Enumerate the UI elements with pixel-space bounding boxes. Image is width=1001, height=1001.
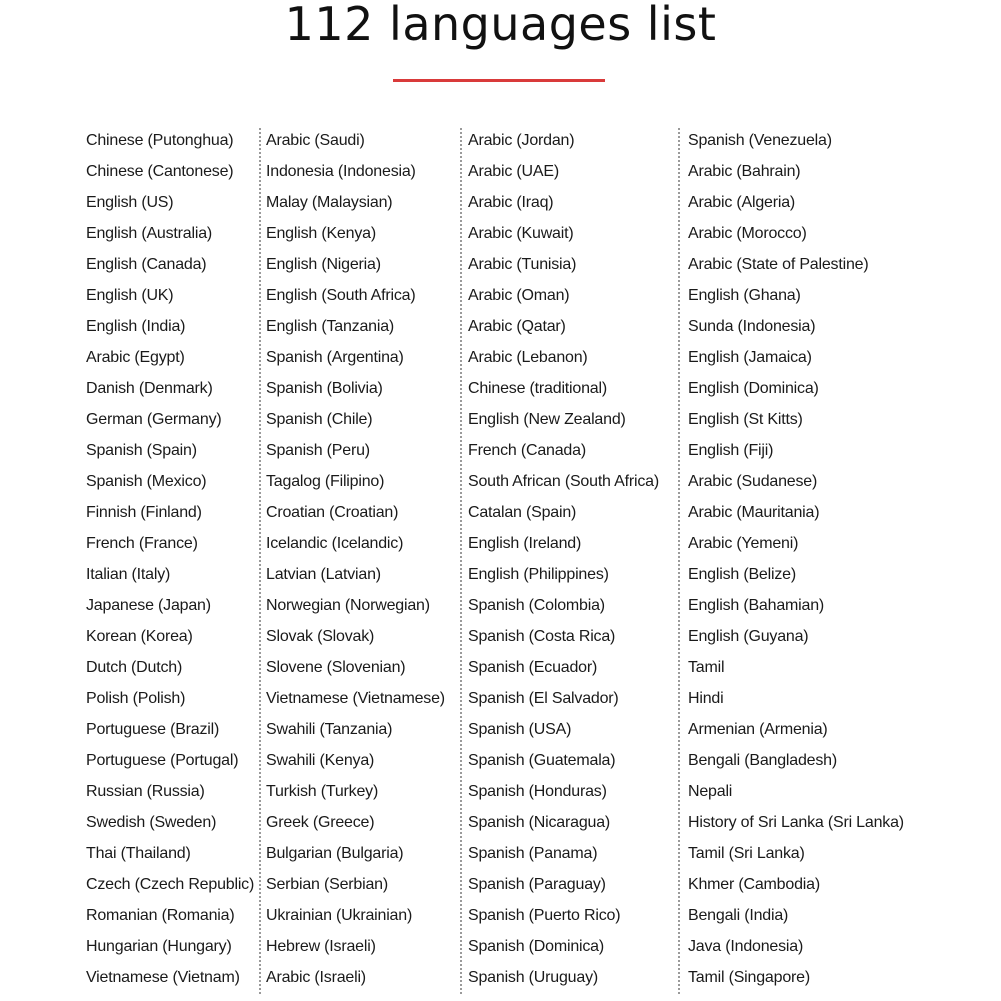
- language-item: Spanish (USA): [468, 721, 572, 738]
- language-item: Czech (Czech Republic): [86, 876, 255, 893]
- language-item: Turkish (Turkey): [266, 783, 379, 800]
- language-column-2: [266, 125, 445, 993]
- language-item: English (Kenya): [266, 225, 376, 242]
- language-item: French (France): [86, 535, 198, 552]
- language-item: German (Germany): [86, 411, 222, 428]
- language-item: Arabic (Egypt): [86, 349, 185, 366]
- language-item: Finnish (Finland): [86, 504, 202, 521]
- language-item: Spanish (Spain): [86, 442, 197, 459]
- language-item: Khmer (Cambodia): [688, 876, 820, 893]
- language-item: Tamil: [688, 659, 725, 676]
- language-item: Bulgarian (Bulgaria): [266, 845, 404, 862]
- language-item: Icelandic (Icelandic): [266, 535, 404, 552]
- language-item: Arabic (Sudanese): [688, 473, 818, 490]
- language-item: Bengali (Bangladesh): [688, 752, 837, 769]
- language-item: Croatian (Croatian): [266, 504, 399, 521]
- language-item: South African (South Africa): [468, 473, 659, 490]
- language-item: Spanish (Colombia): [468, 597, 605, 614]
- language-item: Nepali: [688, 783, 733, 800]
- language-item: Arabic (Kuwait): [468, 225, 574, 242]
- language-item: Spanish (Venezuela): [688, 132, 832, 149]
- language-item: Java (Indonesia): [688, 938, 804, 955]
- language-item: English (St Kitts): [688, 411, 803, 428]
- language-column-4: [688, 125, 904, 993]
- language-item: Spanish (Nicaragua): [468, 814, 611, 831]
- language-item: Swahili (Tanzania): [266, 721, 393, 738]
- language-item: Spanish (Uruguay): [468, 969, 598, 986]
- language-item: Dutch (Dutch): [86, 659, 183, 676]
- language-item: Russian (Russia): [86, 783, 205, 800]
- language-item: English (India): [86, 318, 186, 335]
- language-item: Chinese (traditional): [468, 380, 607, 397]
- language-item: Malay (Malaysian): [266, 194, 393, 211]
- page-title: 112 languages list: [284, 0, 717, 51]
- language-item: English (Fiji): [688, 442, 774, 459]
- language-item: Arabic (Jordan): [468, 132, 575, 149]
- language-item: Ukrainian (Ukrainian): [266, 907, 413, 924]
- language-item: Arabic (Saudi): [266, 132, 365, 149]
- language-item: English (Australia): [86, 225, 213, 242]
- language-item: Spanish (Paraguay): [468, 876, 606, 893]
- language-item: Hebrew (Israeli): [266, 938, 376, 955]
- language-item: Tamil (Singapore): [688, 969, 810, 986]
- language-item: Slovak (Slovak): [266, 628, 375, 645]
- language-item: French (Canada): [468, 442, 586, 459]
- language-item: Arabic (UAE): [468, 163, 559, 180]
- language-item: Spanish (Ecuador): [468, 659, 598, 676]
- language-item: Arabic (Qatar): [468, 318, 566, 335]
- language-item: Chinese (Cantonese): [86, 163, 234, 180]
- language-item: Norwegian (Norwegian): [266, 597, 430, 614]
- language-item: Arabic (Yemeni): [688, 535, 799, 552]
- language-item: Spanish (Honduras): [468, 783, 607, 800]
- language-item: Portuguese (Portugal): [86, 752, 239, 769]
- column-divider: [678, 128, 680, 994]
- language-item: Italian (Italy): [86, 566, 171, 583]
- language-item: Spanish (Peru): [266, 442, 370, 459]
- language-item: English (South Africa): [266, 287, 416, 304]
- language-item: Spanish (Puerto Rico): [468, 907, 621, 924]
- language-item: English (US): [86, 194, 174, 211]
- language-item: Spanish (Bolivia): [266, 380, 383, 397]
- language-item: Danish (Denmark): [86, 380, 213, 397]
- language-item: Tamil (Sri Lanka): [688, 845, 805, 862]
- language-item: Vietnamese (Vietnam): [86, 969, 240, 986]
- language-item: Serbian (Serbian): [266, 876, 388, 893]
- language-item: Tagalog (Filipino): [266, 473, 385, 490]
- column-divider: [259, 128, 261, 994]
- language-item: Arabic (Tunisia): [468, 256, 577, 273]
- language-item: Korean (Korea): [86, 628, 193, 645]
- language-column-3: [468, 125, 659, 993]
- language-item: Spanish (Mexico): [86, 473, 207, 490]
- language-item: Latvian (Latvian): [266, 566, 381, 583]
- language-item: Portuguese (Brazil): [86, 721, 220, 738]
- title-underline: [393, 79, 605, 82]
- column-divider: [460, 128, 462, 994]
- language-item: Spanish (Chile): [266, 411, 373, 428]
- language-item: Arabic (Iraq): [468, 194, 554, 211]
- language-item: Hungarian (Hungary): [86, 938, 232, 955]
- language-item: Arabic (State of Palestine): [688, 256, 869, 273]
- language-item: English (Ghana): [688, 287, 801, 304]
- language-item: History of Sri Lanka (Sri Lanka): [688, 814, 904, 831]
- language-item: Thai (Thailand): [86, 845, 191, 862]
- language-item: Spanish (Dominica): [468, 938, 605, 955]
- language-item: English (New Zealand): [468, 411, 626, 428]
- language-item: Arabic (Israeli): [266, 969, 366, 986]
- language-item: Spanish (El Salvador): [468, 690, 619, 707]
- language-item: English (Bahamian): [688, 597, 825, 614]
- language-column-1: [86, 125, 254, 993]
- language-item: Greek (Greece): [266, 814, 375, 831]
- language-item: English (Jamaica): [688, 349, 812, 366]
- language-item: English (Dominica): [688, 380, 819, 397]
- language-item: English (Ireland): [468, 535, 582, 552]
- language-item: Swedish (Sweden): [86, 814, 217, 831]
- language-item: Romanian (Romania): [86, 907, 235, 924]
- language-item: English (Nigeria): [266, 256, 381, 273]
- language-item: Arabic (Algeria): [688, 194, 796, 211]
- language-item: Catalan (Spain): [468, 504, 577, 521]
- language-item: Hindi: [688, 690, 724, 707]
- language-item: Spanish (Panama): [468, 845, 598, 862]
- language-item: Arabic (Morocco): [688, 225, 807, 242]
- language-item: Japanese (Japan): [86, 597, 211, 614]
- language-item: Armenian (Armenia): [688, 721, 828, 738]
- language-item: Swahili (Kenya): [266, 752, 375, 769]
- language-item: Slovene (Slovenian): [266, 659, 406, 676]
- language-item: Chinese (Putonghua): [86, 132, 234, 149]
- language-item: Arabic (Oman): [468, 287, 570, 304]
- language-item: English (Guyana): [688, 628, 809, 645]
- language-item: English (UK): [86, 287, 174, 304]
- language-item: English (Belize): [688, 566, 796, 583]
- language-item: Spanish (Costa Rica): [468, 628, 616, 645]
- language-item: Spanish (Guatemala): [468, 752, 616, 769]
- language-item: Spanish (Argentina): [266, 349, 404, 366]
- language-item: Sunda (Indonesia): [688, 318, 816, 335]
- language-item: Bengali (India): [688, 907, 789, 924]
- language-item: Vietnamese (Vietnamese): [266, 690, 445, 707]
- language-item: Polish (Polish): [86, 690, 186, 707]
- language-item: English (Philippines): [468, 566, 609, 583]
- language-item: Arabic (Bahrain): [688, 163, 801, 180]
- language-item: Arabic (Mauritania): [688, 504, 820, 521]
- language-item: Arabic (Lebanon): [468, 349, 588, 366]
- language-item: English (Tanzania): [266, 318, 395, 335]
- language-item: Indonesia (Indonesia): [266, 163, 416, 180]
- language-item: English (Canada): [86, 256, 207, 273]
